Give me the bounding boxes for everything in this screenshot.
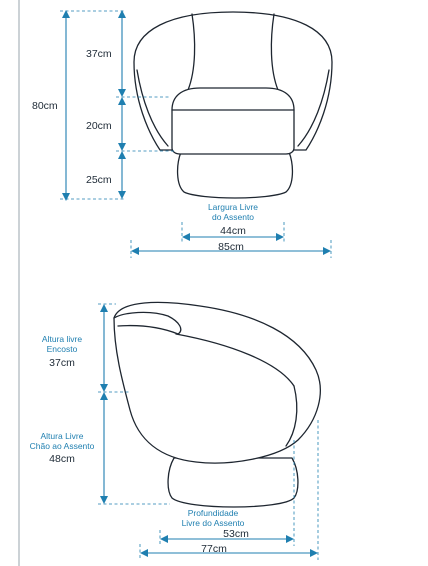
front-total-height-label: 80cm xyxy=(32,100,58,112)
total-width-label: 85cm xyxy=(218,241,244,253)
arrow-right-icon xyxy=(323,247,331,255)
seat-width-label: 44cm xyxy=(220,225,246,237)
depth-caption-line1: Profundidade xyxy=(187,508,239,518)
arrow-left-icon xyxy=(160,535,168,543)
side-chair-base xyxy=(168,458,298,507)
arrow-down-icon xyxy=(62,193,70,201)
arrow-right-icon xyxy=(310,549,318,557)
side-chair-drawing xyxy=(114,302,320,507)
arrow-right-icon xyxy=(286,535,294,543)
arrow-down-icon xyxy=(118,89,126,97)
depth-caption-line2: Livre do Assento xyxy=(181,518,245,528)
seat-height-caption-line2: Chão ao Assento xyxy=(29,441,95,451)
front-backrest-height-label: 37cm xyxy=(86,48,112,60)
arrow-up-icon xyxy=(100,304,108,312)
seat-height-label: 48cm xyxy=(49,453,75,465)
side-view xyxy=(30,302,321,560)
front-view xyxy=(32,10,332,258)
front-chair-drawing xyxy=(134,12,332,198)
arrow-down-icon xyxy=(118,143,126,151)
arrow-down-icon xyxy=(118,191,126,199)
arrow-up-icon xyxy=(118,151,126,159)
backrest-caption-line1: Altura livre xyxy=(41,334,83,344)
arrow-up-icon xyxy=(118,97,126,105)
seat-height-caption-line1: Altura Livre xyxy=(40,431,84,441)
arrow-down-icon xyxy=(100,384,108,392)
seat-width-caption-line2: do Assento xyxy=(211,212,255,222)
arrow-right-icon xyxy=(276,233,284,241)
seat-depth-label: 53cm xyxy=(223,528,249,540)
arrow-down-icon xyxy=(100,496,108,504)
front-base-height-label: 25cm xyxy=(86,174,112,186)
arrow-left-icon xyxy=(140,549,148,557)
arrow-left-icon xyxy=(182,233,190,241)
backrest-height-label: 37cm xyxy=(49,357,75,369)
front-chair-seat-cushion xyxy=(172,88,294,154)
front-seat-height-label: 20cm xyxy=(86,120,112,132)
arrow-up-icon xyxy=(118,10,126,18)
front-chair-base xyxy=(178,152,293,198)
seat-width-caption-line1: Largura Livre xyxy=(207,202,259,212)
total-depth-label: 77cm xyxy=(201,543,227,555)
backrest-caption-line2: Encosto xyxy=(46,344,78,354)
arrow-left-icon xyxy=(131,247,139,255)
arrow-up-icon xyxy=(100,392,108,400)
